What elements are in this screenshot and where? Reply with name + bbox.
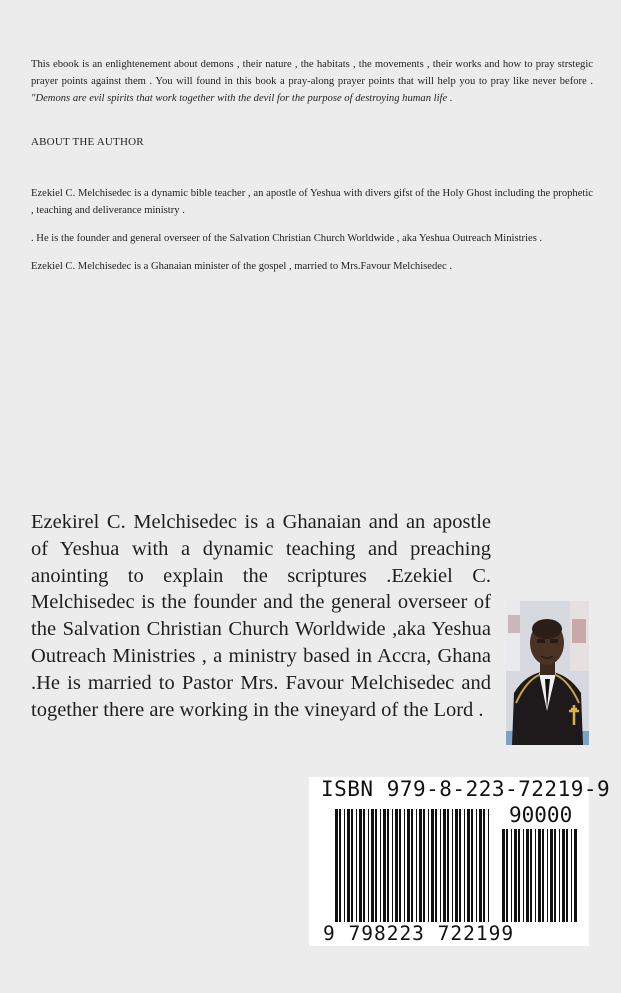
barcode-bar — [550, 829, 553, 922]
barcode-bar — [404, 809, 405, 937]
barcode-bar — [514, 829, 517, 922]
author-portrait-image — [506, 601, 589, 745]
barcode-bar — [476, 809, 477, 937]
barcode-bar — [571, 829, 572, 922]
barcode-bar — [535, 829, 536, 922]
barcode-bar — [423, 809, 425, 937]
about-bio — [31, 185, 593, 286]
barcode-bars — [309, 777, 589, 946]
barcode-bar — [419, 809, 422, 937]
barcode-bar — [431, 809, 434, 937]
barcode-bar — [399, 809, 401, 937]
barcode-bar — [407, 809, 410, 937]
barcode-bar — [574, 829, 577, 922]
barcode-bar — [566, 829, 568, 922]
barcode-bar — [440, 809, 441, 937]
author-photo — [506, 601, 589, 745]
barcode-bar — [554, 829, 556, 922]
bio-paragraph-3: Ezekiel C. Melchisedec is a Ghanaian minister of the gospel , married to Mrs.Favour Melchisedec . — [31, 261, 452, 272]
barcode-bar — [387, 809, 389, 937]
barcode-bar — [542, 829, 544, 922]
intro-paragraph — [31, 56, 593, 107]
price-code: 90000 — [509, 803, 573, 827]
barcode-bar — [459, 809, 461, 937]
barcode-bar — [467, 809, 470, 937]
barcode-bar — [455, 809, 458, 937]
isbn-barcode — [309, 777, 611, 946]
author-blurb: Ezekirel C. Melchisedec is a Ghanaian and an apostle of Yeshua with a dynamic teaching and preaching anointing to explain the scriptures .Ezekiel C. Melchisedec is the founder and the general overseer of the Salvation Christian Church Worldwide ,aka Yeshua Outreach Ministries , a ministry based in Accra, Ghana .He is married to Pastor Mrs. Favour Melchisedec and together there are working in the vineyard of the Lord . — [31, 511, 491, 721]
barcode-bar — [502, 829, 505, 922]
barcode-bar — [416, 809, 417, 937]
intro-text: This ebook is an enlightenement about demons , their nature , the habitats , the movements , their works and how to pray strstegic prayer points against them . You will found in this book a pray-along prayer points that will help you to pray like never before . — [31, 59, 593, 87]
barcode-bar — [526, 829, 529, 922]
barcode-bar — [483, 809, 485, 937]
bio-paragraph-2: . He is the founder and general overseer of the Salvation Christian Church Worldwide , aka Yeshua Outreach Ministries . — [31, 233, 543, 244]
barcode-bar — [335, 809, 338, 937]
barcode-bar — [523, 829, 524, 922]
barcode-bar — [530, 829, 532, 922]
barcode-bar — [479, 809, 482, 937]
barcode-bar — [395, 809, 398, 937]
barcode-bar — [380, 809, 381, 937]
intro-block — [31, 56, 593, 141]
about-heading: ABOUT THE AUTHOR — [31, 136, 144, 148]
barcode-digits: 9 798223 722199 — [323, 922, 515, 945]
barcode-bar — [452, 809, 453, 937]
barcode-bar — [506, 829, 508, 922]
barcode-bar — [375, 809, 377, 937]
barcode-bar — [347, 809, 350, 937]
intro-quote: "Demons are evil spirits that work together with the devil for the purpose of destroying human life . — [31, 93, 453, 104]
barcode-bar — [518, 829, 520, 922]
barcode-bar — [359, 809, 362, 937]
barcode-bar — [447, 809, 449, 937]
barcode-bar — [411, 809, 413, 937]
barcode-bar — [511, 829, 512, 922]
barcode-bar — [562, 829, 565, 922]
barcode-bar — [443, 809, 446, 937]
barcode-bar — [435, 809, 437, 937]
barcode-bar — [356, 809, 357, 937]
barcode-bar — [538, 829, 541, 922]
barcode-bar — [428, 809, 429, 937]
barcode-bar — [559, 829, 560, 922]
barcode-bar — [363, 809, 365, 937]
barcode-bar — [383, 809, 386, 937]
barcode-bar — [471, 809, 473, 937]
barcode-bar — [371, 809, 374, 937]
barcode-bar — [488, 809, 489, 937]
barcode-bar — [464, 809, 465, 937]
bio-paragraph-1: Ezekiel C. Melchisedec is a dynamic bible teacher , an apostle of Yeshua with divers gifst of the Holy Ghost including the prophetic , teaching and deliverance ministry . — [31, 188, 593, 216]
barcode-bar — [339, 809, 341, 937]
isbn-label: ISBN 979-8-223-72219-9 — [321, 777, 611, 801]
barcode-bar — [547, 829, 548, 922]
barcode-bar — [392, 809, 393, 937]
barcode-bar — [368, 809, 369, 937]
barcode-bar — [351, 809, 353, 937]
barcode-bar — [344, 809, 345, 937]
